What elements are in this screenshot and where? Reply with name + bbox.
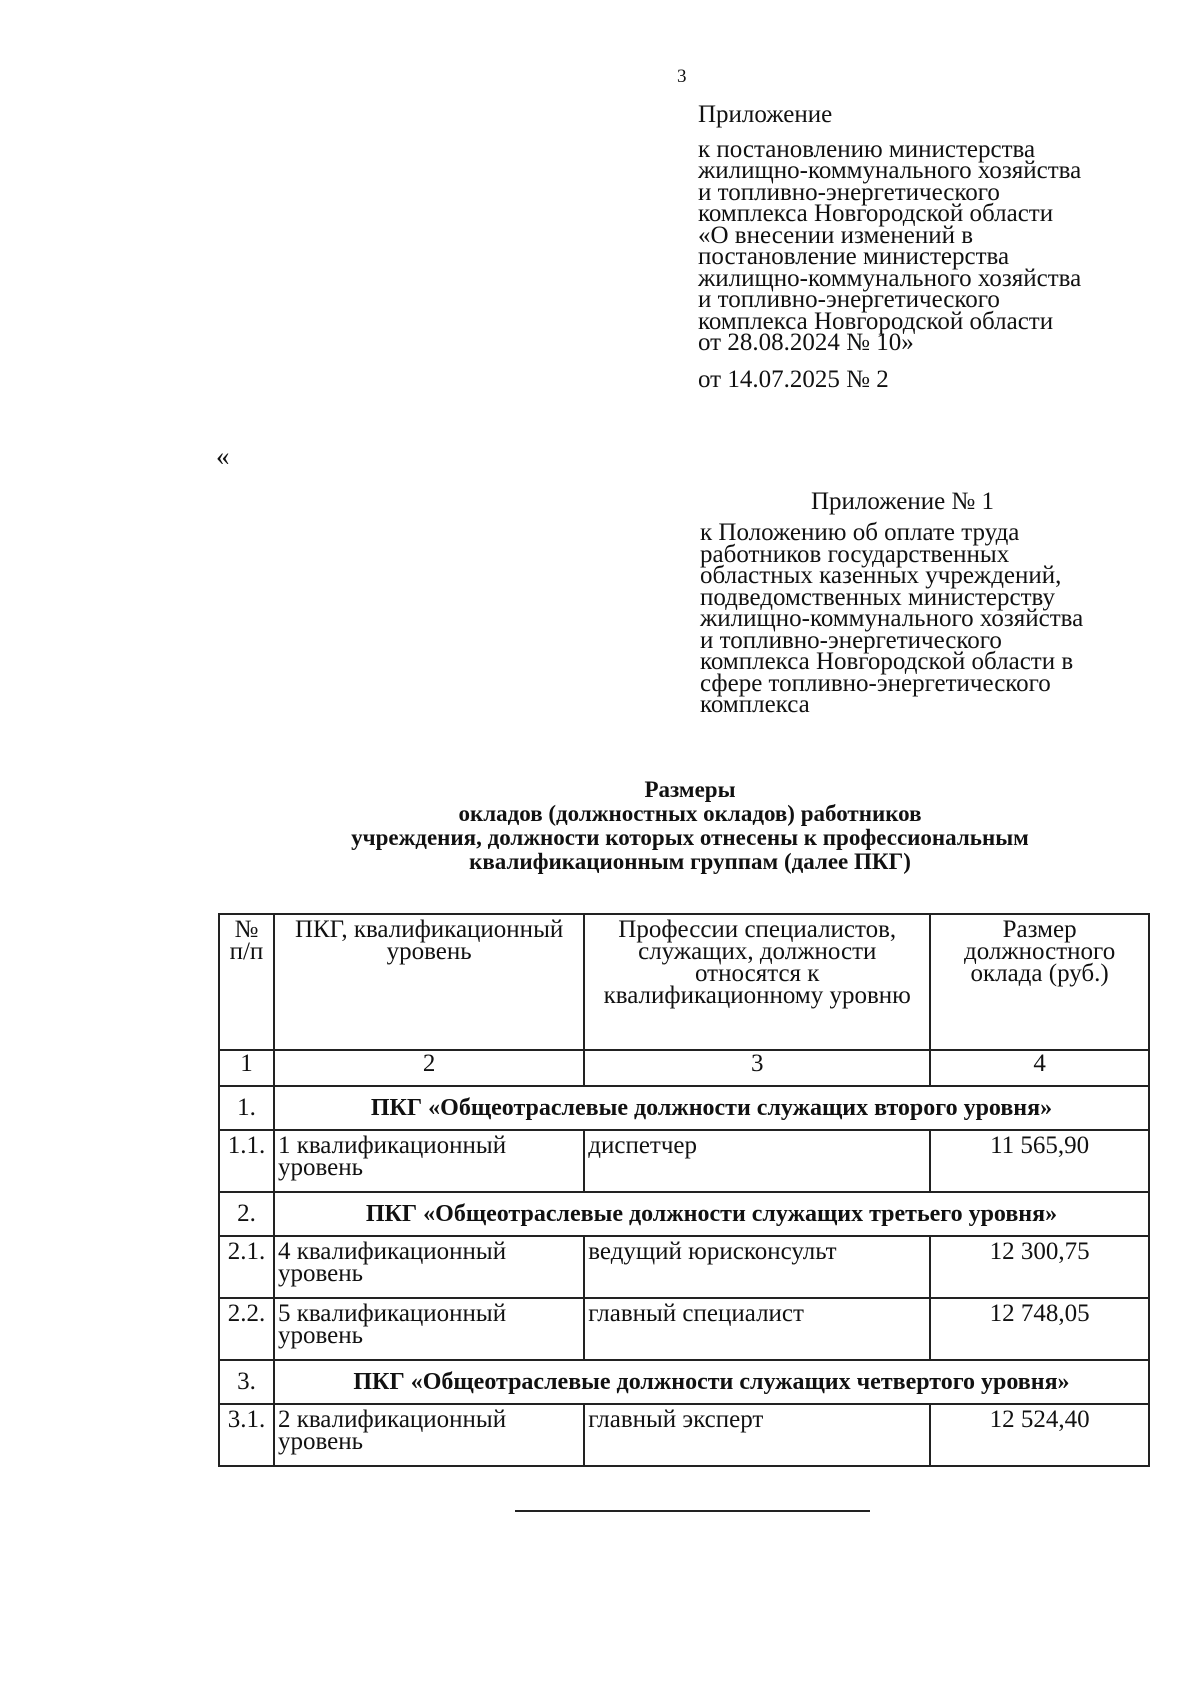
title-line: квалификационным группам (далее ПКГ) xyxy=(469,849,911,874)
column-number: 2 xyxy=(274,1050,584,1086)
appendix-line: жилищно-коммунального хозяйства xyxy=(698,157,1082,184)
page-number: 3 xyxy=(677,66,687,87)
item-position: диспетчер xyxy=(584,1130,930,1192)
appendix-line: и топливно-энергетического xyxy=(698,286,1000,313)
group-title: ПКГ «Общеотраслевые должности служащих третьего уровня» xyxy=(274,1192,1149,1236)
header-salary: Размер должностного оклада (руб.) xyxy=(930,914,1149,1050)
table-row xyxy=(219,1130,1149,1192)
item-level: 1 квалификационный уровень xyxy=(274,1130,584,1192)
item-number: 2.1. xyxy=(219,1236,274,1298)
header-pkg: ПКГ, квалификационный уровень xyxy=(274,914,584,1050)
appendix-1-line: и топливно-энергетического xyxy=(700,626,1002,654)
group-row xyxy=(219,1086,1149,1130)
item-level: 4 квалификационный уровень xyxy=(274,1236,584,1298)
group-title: ПКГ «Общеотраслевые должности служащих второго уровня» xyxy=(274,1086,1149,1130)
footer-divider xyxy=(515,1510,870,1512)
group-title: ПКГ «Общеотраслевые должности служащих четвертого уровня» xyxy=(274,1360,1149,1404)
appendix-1-line: подведомственных министерству xyxy=(700,583,1055,611)
table-row xyxy=(219,1236,1149,1298)
group-row xyxy=(219,1360,1149,1404)
appendix-heading: Приложение xyxy=(698,101,833,128)
appendix-date: от 14.07.2025 № 2 xyxy=(698,365,889,393)
appendix-line: жилищно-коммунального хозяйства xyxy=(698,264,1082,292)
appendix-line: и топливно-энергетического xyxy=(698,178,1000,206)
appendix-line: комплекса Новгородской области xyxy=(698,200,1054,227)
item-number: 3.1. xyxy=(219,1404,274,1466)
salary-table xyxy=(218,913,1150,1467)
item-position: главный специалист xyxy=(584,1298,930,1360)
table-row xyxy=(219,1404,1149,1466)
column-number: 1 xyxy=(219,1050,274,1086)
appendix-1-line: жилищно-коммунального хозяйства xyxy=(700,605,1084,632)
appendix-line: «О внесении изменений в xyxy=(698,221,974,249)
appendix-line: к постановлению министерства xyxy=(698,135,1036,163)
item-number: 2.2. xyxy=(219,1298,274,1360)
item-salary: 12 748,05 xyxy=(930,1298,1149,1360)
document-title xyxy=(230,778,1150,874)
appendix-line: от 28.08.2024 № 10» xyxy=(698,329,914,356)
column-number: 4 xyxy=(930,1050,1149,1086)
appendix-1-line: работников государственных xyxy=(700,540,1010,568)
appendix-1-line: комплекса xyxy=(700,691,810,718)
appendix-1-line: комплекса Новгородской области в xyxy=(700,648,1074,675)
title-line: Размеры xyxy=(644,777,736,802)
table-header-row xyxy=(219,914,1149,1050)
item-level: 5 квалификационный уровень xyxy=(274,1298,584,1360)
title-line: окладов (должностных окладов) работников xyxy=(458,801,922,826)
item-salary: 11 565,90 xyxy=(930,1130,1149,1192)
header-professions: Профессии специалистов, служащих, должности относятся к квалификационному уровню xyxy=(584,914,930,1050)
opening-quote-mark: « xyxy=(216,441,230,471)
column-number: 3 xyxy=(584,1050,930,1086)
item-number: 1.1. xyxy=(219,1130,274,1192)
header-num: № п/п xyxy=(219,914,274,1050)
appendix-1-subtitle xyxy=(700,519,1170,718)
table-row xyxy=(219,1298,1149,1360)
appendix-1-line: к Положению об оплате труда xyxy=(700,519,1020,546)
appendix-line: постановление министерства xyxy=(698,243,1010,270)
item-salary: 12 524,40 xyxy=(930,1404,1149,1466)
item-position: ведущий юрисконсульт xyxy=(584,1236,930,1298)
appendix-header xyxy=(698,101,1168,393)
item-level: 2 квалификационный уровень xyxy=(274,1404,584,1466)
group-row xyxy=(219,1192,1149,1236)
title-line: учреждения, должности которых отнесены к профессиональным xyxy=(351,825,1029,850)
appendix-1-line: сфере топливно-энергетического xyxy=(700,669,1051,697)
appendix-line: комплекса Новгородской области xyxy=(698,307,1054,335)
group-number: 2. xyxy=(219,1192,274,1236)
item-position: главный эксперт xyxy=(584,1404,930,1466)
group-number: 3. xyxy=(219,1360,274,1404)
item-salary: 12 300,75 xyxy=(930,1236,1149,1298)
appendix-1-line: областных казенных учреждений, xyxy=(700,562,1062,589)
appendix-1-heading: Приложение № 1 xyxy=(811,488,995,515)
column-number-row xyxy=(219,1050,1149,1086)
group-number: 1. xyxy=(219,1086,274,1130)
